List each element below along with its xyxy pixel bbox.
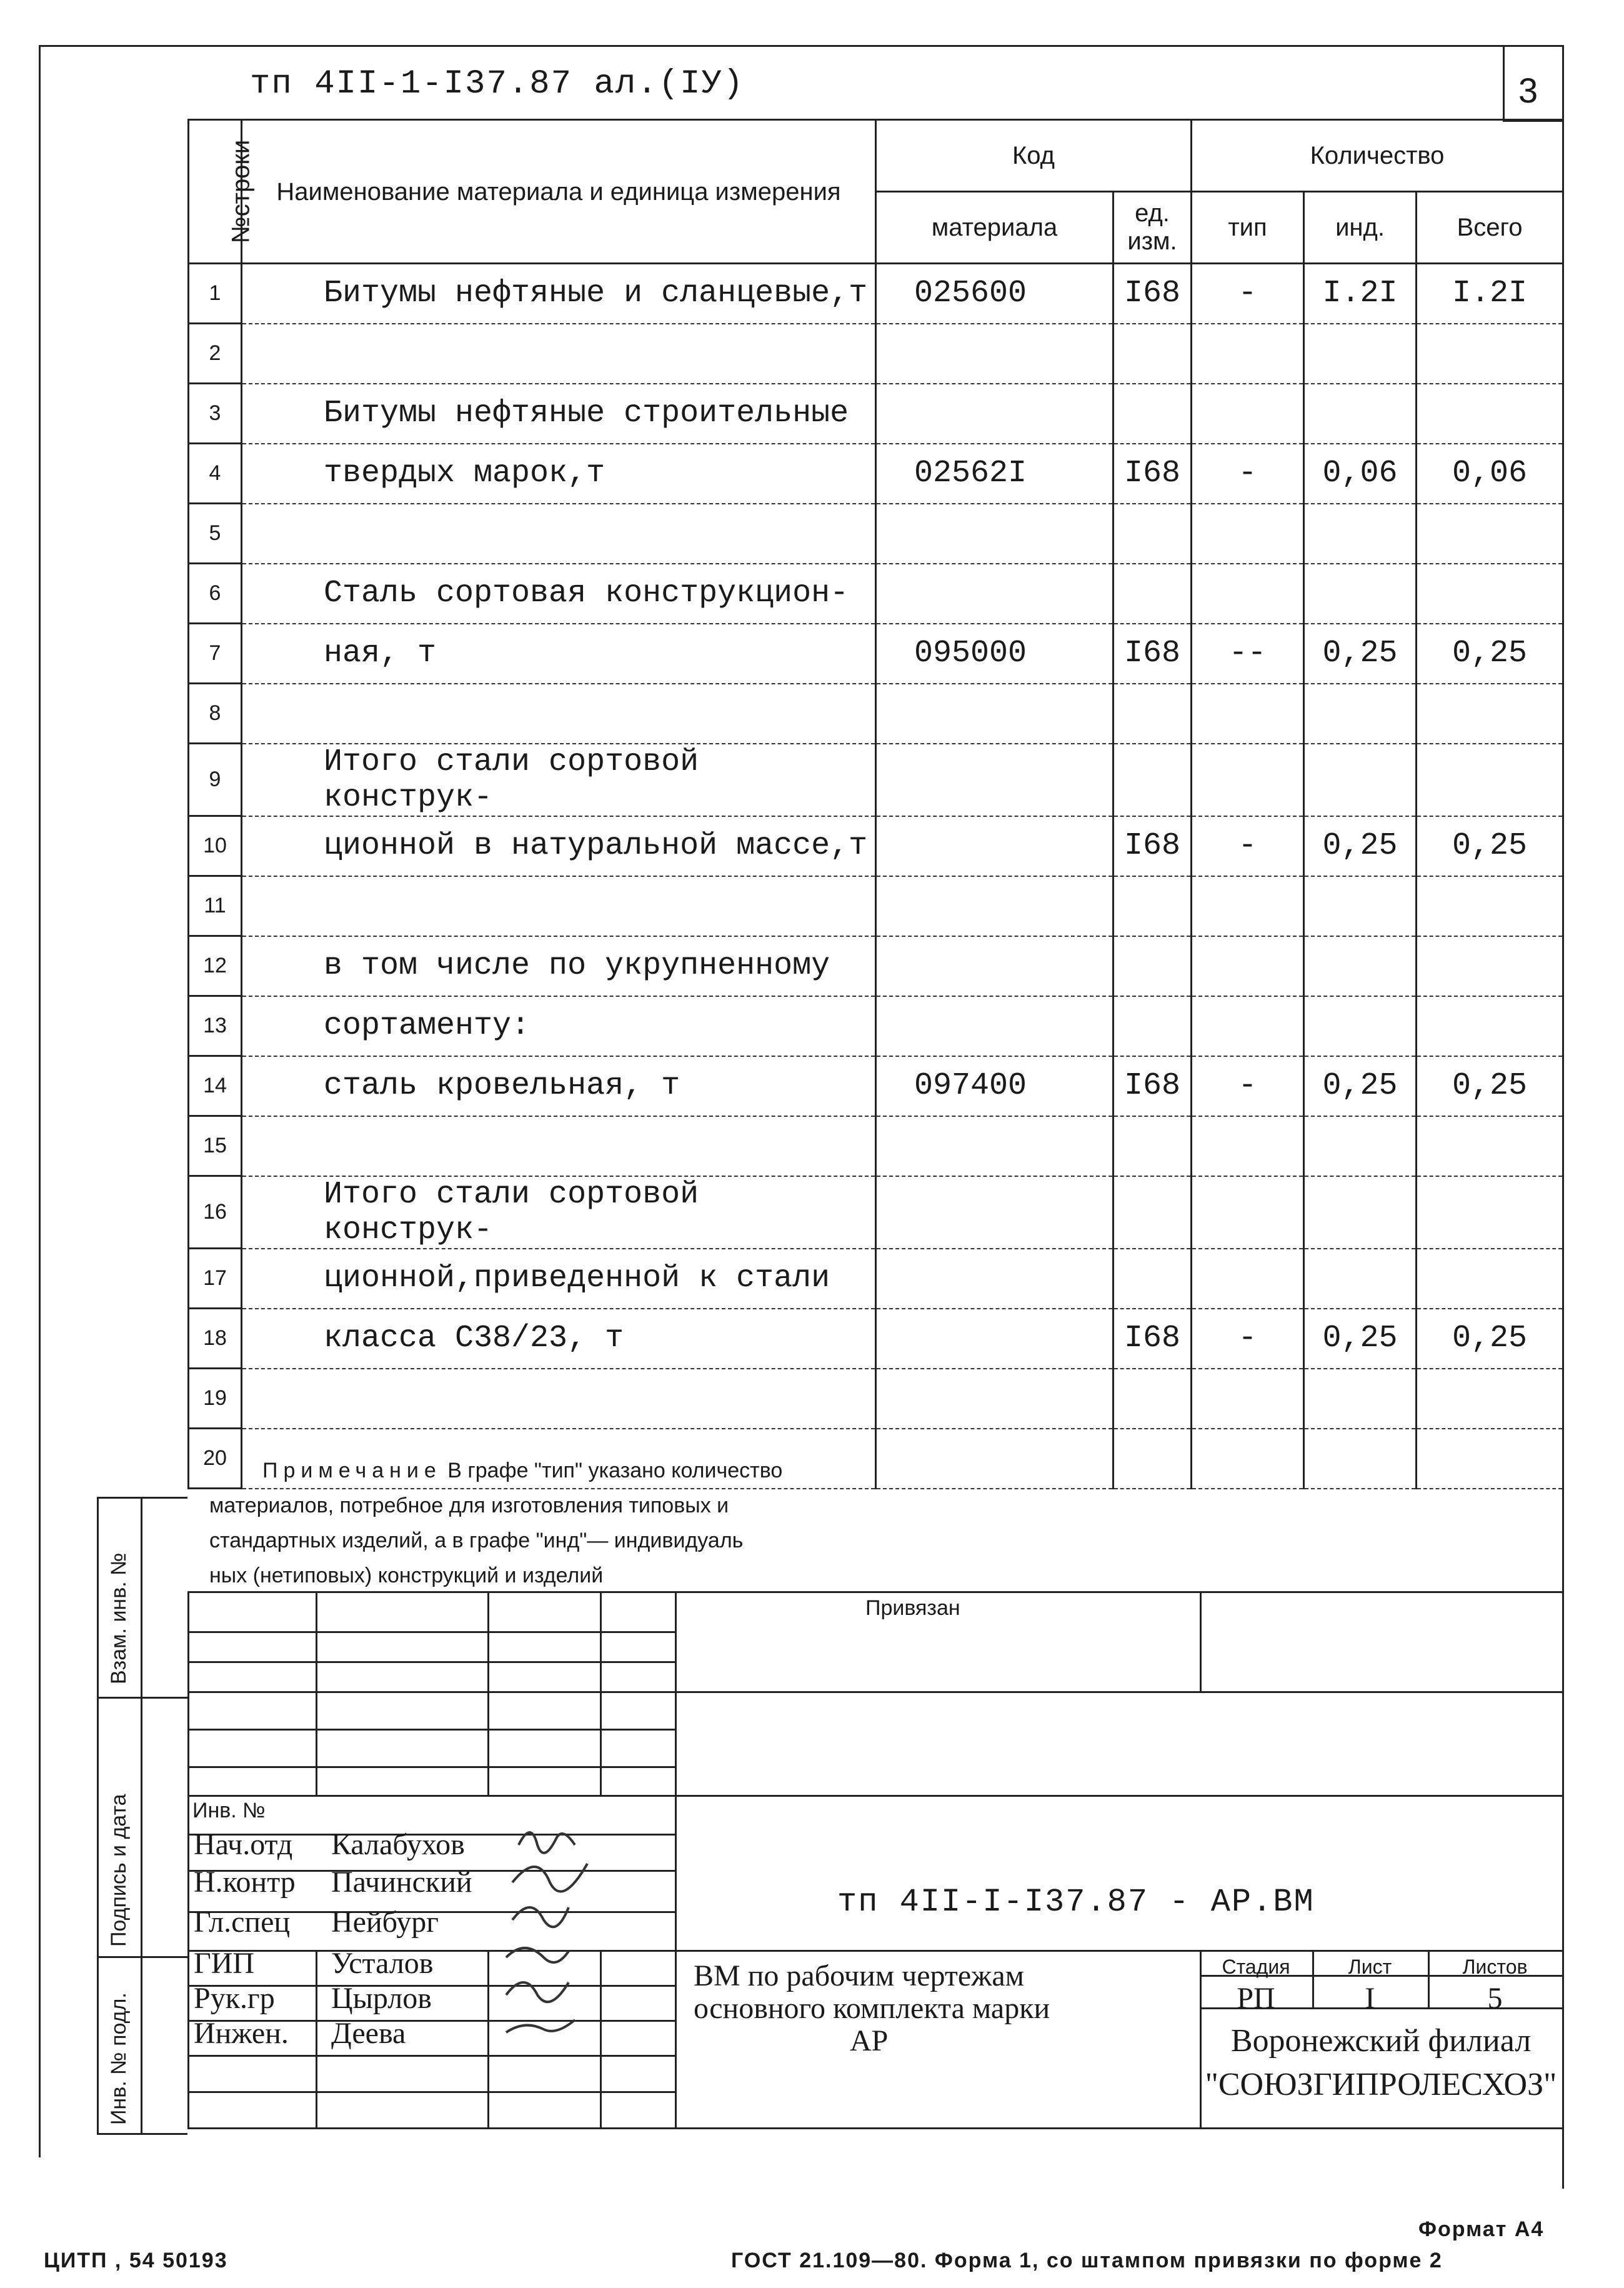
table-row [189,504,1563,564]
row-number-cell: 18 [189,1309,242,1369]
qty-type-cell [1192,876,1304,936]
material-code-cell [876,816,1113,876]
qty-ind-cell [1304,1116,1417,1176]
qty-type-cell [1192,1176,1304,1249]
table-row [189,444,1563,504]
table-row [189,384,1563,444]
table-row [189,264,1563,324]
row-number-cell: 17 [189,1249,242,1309]
qty-type-cell [1192,684,1304,744]
unit-code-cell [1113,384,1192,444]
material-name-cell: ная, т [242,624,876,684]
qty-total-cell: 0,06 [1417,444,1563,504]
qty-ind-cell: 0,25 [1304,816,1417,876]
row-number-cell: 6 [189,564,242,624]
unit-code-cell: I68 [1113,624,1192,684]
material-name-cell: сортаменту: [242,996,876,1056]
sheets-label: Листов [1462,1956,1528,1978]
signature-mark [506,2020,575,2032]
qty-ind-cell [1304,324,1417,384]
qty-ind-cell [1304,504,1417,564]
row-number-cell: 3 [189,384,242,444]
stage-label: Стадия [1222,1956,1290,1978]
qty-type-cell [1192,384,1304,444]
note-line-4: ных (нетиповых) конструкций и изделий [209,1564,604,1587]
material-code-cell [876,684,1113,744]
side-stamp [97,1497,184,2134]
qty-type-cell [1192,564,1304,624]
table-row [189,1249,1563,1309]
unit-code-cell [1113,1369,1192,1429]
col-type-header: тип [1192,192,1304,264]
qty-type-cell [1192,324,1304,384]
qty-total-cell [1417,876,1563,936]
row-number-cell: 11 [189,876,242,936]
signer-row: Гл.спец Нейбург [194,1906,439,1939]
material-name-cell [242,876,876,936]
material-code-cell [876,324,1113,384]
signer-row: Рук.гр Цырлов [194,1982,432,2015]
table-row [189,324,1563,384]
material-name-cell [242,324,876,384]
unit-code-cell [1113,564,1192,624]
unit-code-cell [1113,1176,1192,1249]
title-block [187,1591,1562,2135]
row-number-cell: 1 [189,264,242,324]
qty-type-cell: - [1192,264,1304,324]
organization-line-2: "СОЮЗГИПРОЛЕСХОЗ" [1205,2067,1557,2102]
table-row [189,624,1563,684]
qty-type-cell: - [1192,444,1304,504]
table-row [189,684,1563,744]
qty-total-cell [1417,996,1563,1056]
unit-code-cell: I68 [1113,1309,1192,1369]
unit-code-cell [1113,324,1192,384]
table-row [189,816,1563,876]
qty-total-cell [1417,324,1563,384]
unit-code-cell [1113,744,1192,816]
signature-mark [519,1832,575,1853]
note-line-3: стандартных изделий, а в графе "инд"— индивидуаль [209,1529,744,1552]
material-code-cell [876,384,1113,444]
signer-row: Н.контр Пачинский [194,1866,472,1899]
unit-code-cell [1113,1249,1192,1309]
note-label: Примечание [262,1459,442,1482]
sheet-label: Лист [1348,1956,1392,1978]
col-name-header: Наименование материала и единица измерения [242,120,876,264]
unit-code-cell [1113,996,1192,1056]
qty-ind-cell [1304,744,1417,816]
unit-code-cell [1113,876,1192,936]
note-line-2: материалов, потребное для изготовления типовых и [209,1494,729,1517]
qty-total-cell: 0,25 [1417,816,1563,876]
qty-total-cell [1417,1116,1563,1176]
qty-ind-cell [1304,1176,1417,1249]
unit-code-cell [1113,504,1192,564]
qty-total-cell [1417,1249,1563,1309]
signer-row: Инжен. Деева [194,2017,406,2050]
unit-code-cell [1113,684,1192,744]
row-number-cell: 5 [189,504,242,564]
title-block-doc-code: тп 4II-I-I37.87 - АР.ВМ [837,1884,1315,1921]
handwritten-signatures [187,1795,675,2057]
inventory-number-label: Инв. № [192,1799,266,1822]
privyazan-label: Привязан [865,1596,960,1620]
document-title: ВМ по рабочим чертежам основного комплекта марки АР [694,1959,1050,2057]
frame-left-border [39,45,41,2157]
qty-total-cell: I.2I [1417,264,1563,324]
qty-ind-cell [1304,564,1417,624]
unit-code-cell: I68 [1113,444,1192,504]
unit-code-cell: I68 [1113,816,1192,876]
qty-type-cell [1192,936,1304,996]
qty-ind-cell [1304,996,1417,1056]
format-label: Формат А4 [1418,2217,1545,2241]
row-number-cell: 2 [189,324,242,384]
unit-code-cell: I68 [1113,264,1192,324]
row-number-cell: 8 [189,684,242,744]
material-code-cell [876,996,1113,1056]
table-row [189,1369,1563,1429]
col-total-header: Всего [1417,192,1563,264]
sheet-value: I [1365,1982,1375,2015]
footer-right: ГОСТ 21.109—80. Форма 1, со штампом привязки по форме 2 [731,2249,1443,2272]
qty-type-cell: - [1192,1056,1304,1116]
material-name-cell: в том числе по укрупненному [242,936,876,996]
material-code-cell [876,504,1113,564]
col-quantity-header: Количество [1192,120,1563,192]
qty-type-cell [1192,504,1304,564]
footer-left: ЦИТП , 54 50193 [44,2249,228,2272]
row-number-cell: 10 [189,816,242,876]
signer-row: Нач.отд Калабухов [194,1828,465,1861]
col-material-header: материала [876,192,1113,264]
qty-ind-cell [1304,936,1417,996]
materials-table-body [189,264,1563,1489]
material-name-cell: класса С38/23, т [242,1309,876,1369]
qty-total-cell [1417,1369,1563,1429]
row-number-cell: 20 [189,1429,242,1489]
qty-total-cell [1417,1176,1563,1249]
qty-ind-cell: 0,06 [1304,444,1417,504]
material-name-cell: Битумы нефтяные и сланцевые,т [242,264,876,324]
row-number-cell: 9 [189,744,242,816]
row-number-cell: 13 [189,996,242,1056]
material-name-cell: ционной,приведенной к стали [242,1249,876,1309]
col-code-header: Код [876,120,1192,192]
material-name-cell [242,504,876,564]
side-label-podpis: Подпись и дата [107,1794,131,1947]
sheet-number: 3 [1518,71,1538,110]
qty-total-cell: 0,25 [1417,1309,1563,1369]
table-row [189,876,1563,936]
table-row [189,936,1563,996]
qty-total-cell: 0,25 [1417,624,1563,684]
material-name-cell: ционной в натуральной массе,т [242,816,876,876]
row-number-cell: 7 [189,624,242,684]
qty-ind-cell: 0,25 [1304,1056,1417,1116]
signature-mark [506,1982,569,2002]
organization-line-1: Воронежский филиал [1230,2023,1532,2059]
material-code-cell: 097400 [876,1056,1113,1116]
table-row [189,1309,1563,1369]
qty-total-cell [1417,384,1563,444]
note-line-1: В графе "тип" указано количество [447,1459,783,1482]
qty-type-cell [1192,744,1304,816]
stage-value: РП [1237,1982,1275,2015]
unit-code-cell [1113,936,1192,996]
material-code-cell: 095000 [876,624,1113,684]
col-unit-header: ед. изм. [1113,192,1192,264]
qty-ind-cell: I.2I [1304,264,1417,324]
material-name-cell: Сталь сортовая конструкцион- [242,564,876,624]
row-number-cell: 19 [189,1369,242,1429]
material-name-cell [242,684,876,744]
material-code-cell: 025600 [876,264,1113,324]
material-code-cell [876,936,1113,996]
material-name-cell: твердых марок,т [242,444,876,504]
row-number-cell: 12 [189,936,242,996]
material-code-cell [876,1309,1113,1369]
qty-type-cell [1192,996,1304,1056]
material-code-cell [876,1116,1113,1176]
qty-total-cell [1417,684,1563,744]
material-name-cell [242,1116,876,1176]
materials-table [187,119,1564,1489]
material-name-cell: сталь кровельная, т [242,1056,876,1116]
qty-ind-cell [1304,384,1417,444]
material-code-cell: 02562I [876,444,1113,504]
qty-type-cell [1192,1116,1304,1176]
material-code-cell [876,1249,1113,1309]
material-code-cell [876,1176,1113,1249]
qty-total-cell [1417,744,1563,816]
col-row-number-header: №строки [189,120,242,264]
material-name-cell [242,1369,876,1429]
qty-total-cell [1417,936,1563,996]
table-row [189,564,1563,624]
unit-code-cell: I68 [1113,1056,1192,1116]
qty-type-cell: -- [1192,624,1304,684]
row-number-cell: 15 [189,1116,242,1176]
qty-ind-cell: 0,25 [1304,624,1417,684]
material-name-cell: Итого стали сортовой конструк- [242,1176,876,1249]
qty-total-cell [1417,1429,1563,1489]
row-number-cell: 4 [189,444,242,504]
signature-mark [512,1907,569,1927]
qty-total-cell: 0,25 [1417,1056,1563,1116]
note-block [209,1453,1397,1593]
qty-ind-cell [1304,1249,1417,1309]
material-code-cell [876,1369,1113,1429]
table-row [189,1176,1563,1249]
material-code-cell [876,564,1113,624]
qty-ind-cell: 0,25 [1304,1309,1417,1369]
table-row [189,744,1563,816]
row-number-cell: 16 [189,1176,242,1249]
signature-mark [506,1948,569,1962]
material-name-cell: Итого стали сортовой конструк- [242,744,876,816]
unit-code-cell [1113,1116,1192,1176]
sheets-value: 5 [1487,1982,1503,2015]
qty-total-cell [1417,504,1563,564]
table-row [189,1056,1563,1116]
qty-ind-cell [1304,876,1417,936]
table-row [189,1116,1563,1176]
qty-type-cell: - [1192,1309,1304,1369]
material-code-cell [876,744,1113,816]
row-number-cell: 14 [189,1056,242,1116]
material-name-cell: Битумы нефтяные строительные [242,384,876,444]
header-doc-code: тп 4II-1-I37.87 ал.(IУ) [250,65,745,103]
qty-total-cell [1417,564,1563,624]
qty-type-cell [1192,1249,1304,1309]
signature-mark [512,1864,587,1892]
signer-row: ГИП Усталов [194,1947,434,1980]
table-row [189,996,1563,1056]
side-label-inv-podl: Инв. № подл. [107,1992,131,2125]
qty-type-cell: - [1192,816,1304,876]
qty-type-cell [1192,1369,1304,1429]
col-ind-header: инд. [1304,192,1417,264]
material-code-cell [876,876,1113,936]
frame-top-border [39,45,1563,47]
side-label-vzam: Взам. инв. № [107,1552,131,1684]
qty-ind-cell [1304,1369,1417,1429]
qty-ind-cell [1304,684,1417,744]
